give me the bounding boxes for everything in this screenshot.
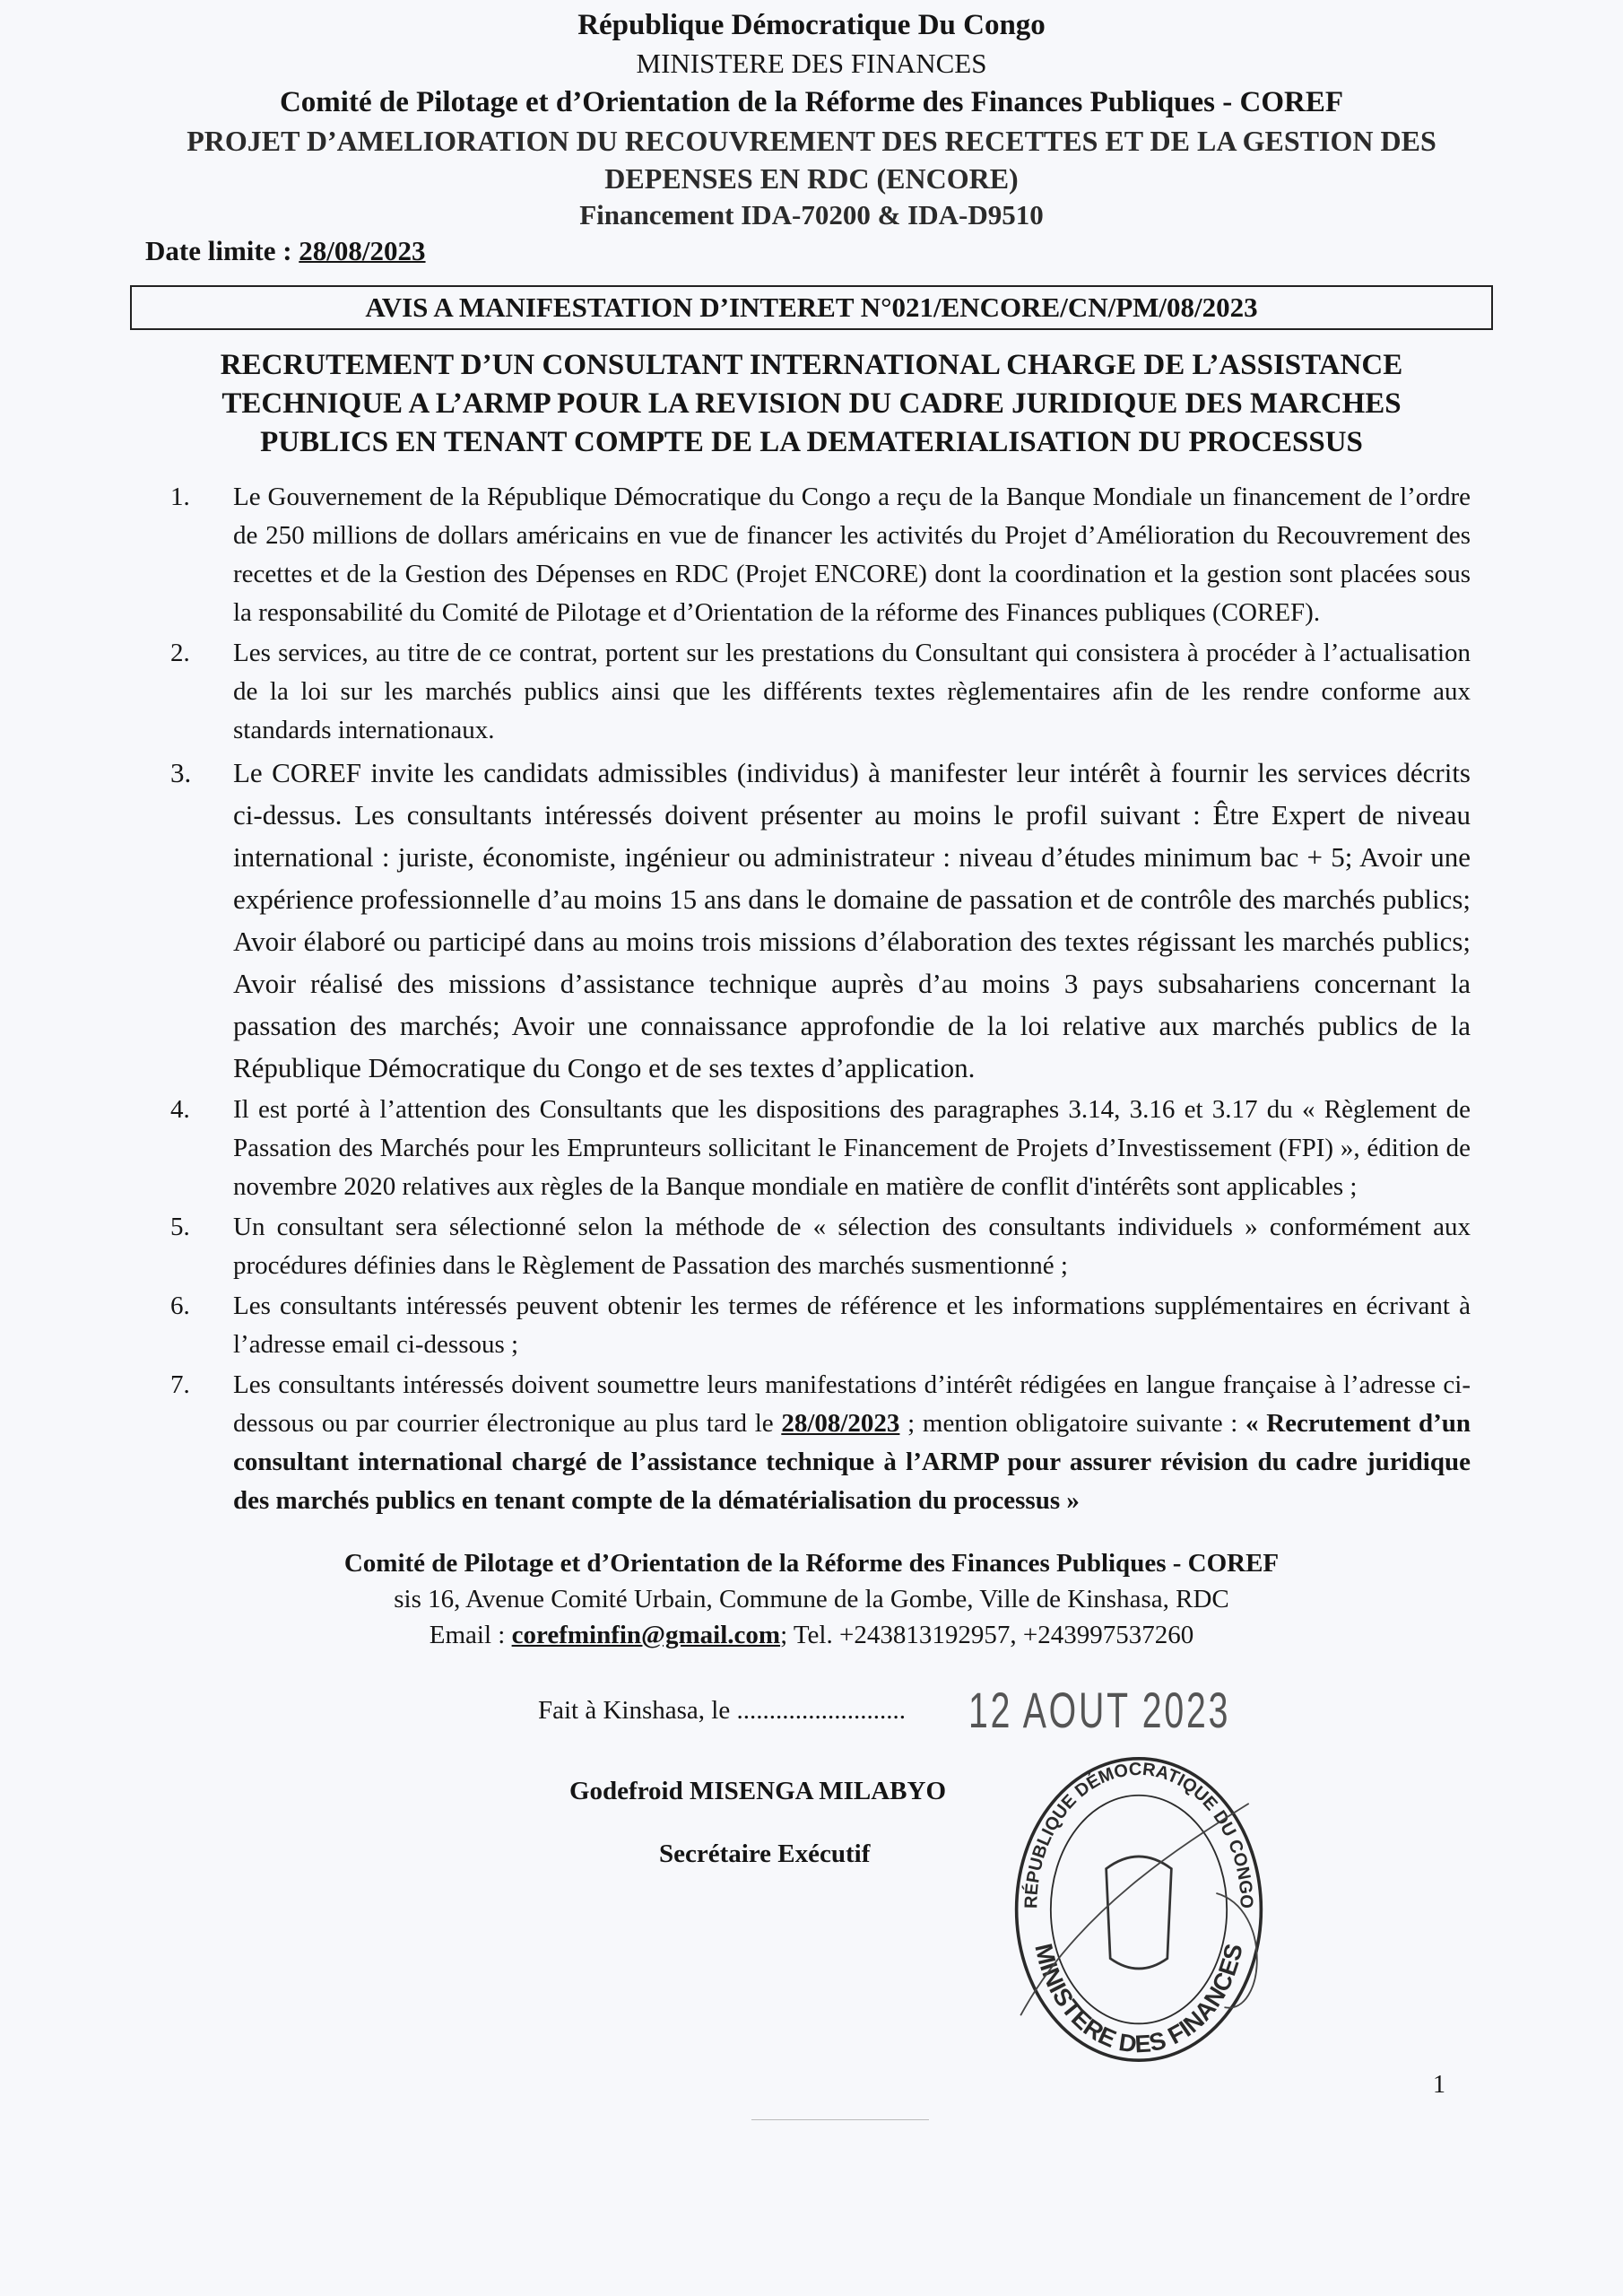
item-text: Un consultant sera sélectionné selon la méthode de « sélection des consultants individuels » conformément aux procédures définies dans le Règlement de Passation des marchés susmentionné ; [233, 1213, 1471, 1280]
place-date: Fait à Kinshasa, le .......................... [538, 1696, 906, 1725]
item-text: Les services, au titre de ce contrat, portent sur les prestations du Consultant qui consistera à procéder à l’actualisation de la loi sur les marchés publics ainsi que les différents textes règlementaires afin de les rendre conforme aux standards internationaux. [233, 639, 1471, 744]
subject-heading: RECRUTEMENT D’UN CONSULTANT INTERNATIONAL CHARGE DE L’ASSISTANCE TECHNIQUE A L’ARMP POUR LA REVISION DU CADRE JURIDIQUE DES MARCHES PUBLICS EN TENANT COMPTE DE LA DEMATERIALISATION DU PROCESSUS [220, 349, 1403, 458]
item-number: 4. [170, 1095, 190, 1124]
seal-inner-ring [1051, 1796, 1227, 2024]
footer-contact [179, 1617, 1444, 1653]
list-item [170, 634, 1471, 750]
item-text: Les consultants intéressés doivent soumettre leurs manifestations d’intérêt rédigées en langue française à l’adresse ci-dessous ou par courrier électronique au plus tard le [233, 1370, 1471, 1438]
item-number: 1. [170, 483, 190, 511]
item-text: Les consultants intéressés peuvent obtenir les termes de référence et les informations supplémentaires en écrivant à l’adresse email ci-dessous ; [233, 1292, 1471, 1359]
page-number: 1 [1433, 2071, 1445, 2099]
coat-of-arms-icon [1107, 1857, 1172, 1969]
item-text: Le Gouvernement de la République Démocratique du Congo a reçu de la Banque Mondiale un financement de l’ordre de 250 millions de dollars américains en vue de financer les activités du Projet d’Amélioration du Recouvrement des recettes et de la Gestion des Dépenses en RDC (Projet ENCORE) dont la coordination et la gestion sont placées sous la responsabilité du Comité de Pilotage et d’Orientation de la réforme des Finances publiques (COREF). [233, 483, 1471, 627]
item-number: 5. [170, 1213, 190, 1241]
list-item [170, 478, 1471, 632]
project-heading: PROJET D’AMELIORATION DU RECOUVREMENT DES RECETTES ET DE LA GESTION DES DEPENSES EN RDC (ENCORE) [187, 125, 1436, 195]
ministry-heading: MINISTERE DES FINANCES [636, 48, 987, 79]
list-item [170, 1287, 1471, 1364]
list-item [170, 1091, 1471, 1206]
footer-committee: Comité de Pilotage et d’Orientation de la Réforme des Finances Publiques - COREF [343, 1549, 1280, 1578]
signatory-name: Godefroid MISENGA MILABYO [569, 1777, 947, 1805]
date-stamp: 12 AOUT 2023 [968, 1682, 1231, 1738]
footer-divider [751, 2119, 929, 2120]
list-item [170, 1366, 1471, 1520]
list-item [170, 752, 1471, 1089]
email-link[interactable]: corefminfin@gmail.com [511, 1621, 781, 1649]
financing-line: Financement IDA-70200 & IDA-D9510 [579, 199, 1044, 230]
paragraph-list [170, 478, 1471, 1520]
submission-date: 28/08/2023 [781, 1409, 900, 1438]
item-number: 2. [170, 639, 190, 667]
item-text: Le COREF invite les candidats admissibles (individus) à manifester leur intérêt à fournir les services décrits ci-dessus. Les consultants intéressés doivent présenter au moins le profil suivant : Être Expert de niveau international : juriste, économiste, ingénieur ou administrateur : niveau d’études minimum bac + 5; Avoir une expérience professionnelle d’au moins 15 ans dans le domaine de passation et de contrôle des marchés publics; Avoir élaboré ou participé dans au moins trois missions d’élaboration des textes régissant les marchés publics; Avoir réalisé des missions d’assistance technique auprès d’au moins 3 pays subsahariens concernant la passation des marchés; Avoir une connaissance approfondie de la loi relative aux marchés publics de la République Démocratique du Congo et de ses textes d’application. [233, 757, 1471, 1083]
contact-footer [179, 1545, 1444, 1653]
deadline [145, 233, 1623, 269]
seal-outer-ring [1017, 1759, 1262, 2060]
item-text: ; mention obligatoire suivante : [899, 1409, 1246, 1438]
list-item [170, 1208, 1471, 1285]
seal-bottom-text: MINISTERE DES FINANCES [1029, 1941, 1248, 2058]
signatory-title: Secrétaire Exécutif [659, 1839, 871, 1868]
mandatory-mention: « Recrutement d’un consultant international chargé de l’assistance technique à l’ARMP pour assurer révision du cadre juridique des marchés publics en tenant compte de la dématérialisation du processus » [233, 1409, 1471, 1515]
official-seal-stamp [1004, 1746, 1273, 2065]
email-label: Email : [429, 1621, 512, 1649]
deadline-value: 28/08/2023 [299, 235, 426, 266]
item-number: 6. [170, 1292, 190, 1320]
signature-block [0, 1674, 1623, 2069]
notice-title-box: AVIS A MANIFESTATION D’INTERET N°021/ENCORE/CN/PM/08/2023 [130, 285, 1493, 330]
item-text: Il est porté à l’attention des Consultants que les dispositions des paragraphes 3.14, 3.16 et 3.17 du « Règlement de Passation des Marchés pour les Emprunteurs sollicitant le Financement de Projets d’Investissement (FPI) », édition de novembre 2020 relatives aux règles de la Banque mondiale en matière de conflit d'intérêts sont applicables ; [233, 1095, 1471, 1201]
committee-heading: Comité de Pilotage et d’Orientation de la Réforme des Finances Publiques - COREF [279, 86, 1344, 118]
item-number: 7. [170, 1370, 190, 1399]
footer-address: sis 16, Avenue Comité Urbain, Commune de la Gombe, Ville de Kinshasa, RDC [394, 1585, 1229, 1613]
deadline-label: Date limite : [145, 235, 299, 266]
item-number: 3. [170, 757, 192, 788]
phone-numbers: ; Tel. +243813192957, +243997537260 [780, 1621, 1194, 1649]
seal-top-text: RÉPUBLIQUE DÉMOCRATIQUE DU CONGO [1021, 1759, 1256, 1909]
country-heading: République Démocratique Du Congo [577, 9, 1046, 41]
